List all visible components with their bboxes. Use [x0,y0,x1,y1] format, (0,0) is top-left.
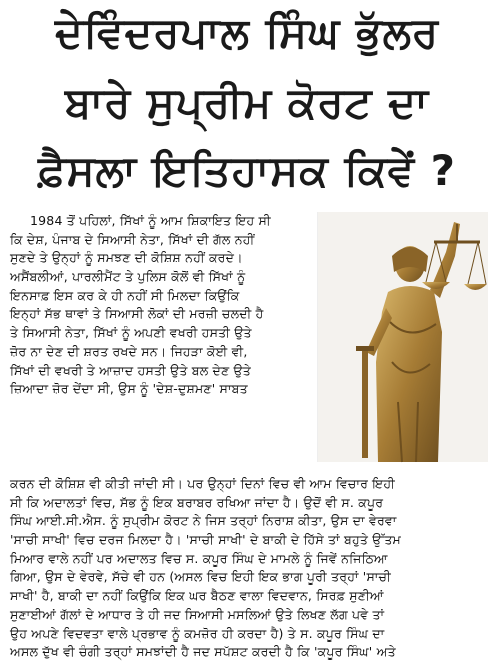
article-body [10,212,488,660]
body-line: ਇਨ੍ਹਾਂ ਸੱਭ ਥਾਵਾਂ ਤੇ ਸਿਆਸੀ ਲੋਕਾਂ ਦੀ ਮਰਜ਼ੀ ਚਲਦੀ ਹੈ [10,306,264,322]
body-line: ਸੀ ਕਿ ਅਦਾਲਤਾਂ ਵਿਚ, ਸੱਭ ਨੂੰ ਇਕ ਬਰਾਬਰ ਰਖਿਆ ਜਾਂਦਾ ਹੈ। ਉਦੋਂ ਵੀ ਸ. ਕਪੂਰ [10,494,384,510]
body-line: 1984 ਤੋਂ ਪਹਿਲਾਂ, ਸਿੱਖਾਂ ਨੂੰ ਆਮ ਸ਼ਿਕਾਇਤ ਇਹ ਸੀ [30,213,271,228]
body-line: ਸਾਖੀ' ਹੈ, ਬਾਕੀ ਦਾ ਨਹੀਂ ਕਿਉਂਕਿ ਇਕ ਘਰ ਬੈਠਣ ਵਾਲਾ ਵਿਦਵਾਨ, ਸਿਰਫ਼ ਸੁਣੀਆਂ [10,588,384,604]
body-line: ਤੇ ਸਿਆਸੀ ਨੇਤਾ, ਸਿੱਖਾਂ ਨੂੰ ਅਪਣੀ ਵਖਰੀ ਹਸਤੀ ਉਤੇ [10,325,252,341]
body-line: ਸਿੱਖਾਂ ਦੀ ਵਖਰੀ ਤੇ ਆਜ਼ਾਦ ਹਸਤੀ ਉਤੇ ਬਲ ਦੇਣ ਉਤੇ [10,362,251,378]
body-line: ਸੁਣਾਈਆਂ ਗੱਲਾਂ ਦੇ ਆਧਾਰ ਤੇ ਹੀ ਜਦ ਸਿਆਸੀ ਮਸਲਿਆਂ ਉਤੇ ਲਿਖਣ ਲੱਗ ਪਵੇ ਤਾਂ [10,606,385,622]
body-line: ਇਨਸਾਫ਼ ਇਸ ਕਰ ਕੇ ਹੀ ਨਹੀਂ ਸੀ ਮਿਲਦਾ ਕਿਉਂਕਿ [10,287,240,303]
body-line: ਸੁਣਦੇ ਤੇ ਉਨ੍ਹਾਂ ਨੂੰ ਸਮਝਣ ਦੀ ਕੋਸ਼ਿਸ਼ ਨਹੀਂ ਕਰਦੇ। [10,250,243,266]
body-line: ਅਸੈਂਬਲੀਆਂ, ਪਾਰਲੀਮੈਂਟ ਤੇ ਪੁਲਿਸ ਕੋਲੋਂ ਵੀ ਸਿੱਖਾਂ ਨੂੰ [10,269,246,285]
body-line: ਸਿੰਘ ਆਈ.ਸੀ.ਐਸ. ਨੂੰ ਸੁਪ੍ਰੀਮ ਕੋਰਟ ਨੇ ਜਿਸ ਤਰ੍ਹਾਂ ਨਿਰਾਸ਼ ਕੀਤਾ, ਉਸ ਦਾ ਵੇਰਵਾ [10,513,397,529]
headline-line-2: ਬਾਰੇ ਸੁਪ੍ਰੀਮ ਕੋਰਟ ਦਾ [65,78,429,127]
body-line: ਗਿਆ, ਉਸ ਦੇ ਵੇਰਵੇ, ਸੱਚੇ ਵੀ ਹਨ (ਅਸਲ ਵਿਚ ਇਹੀ ਇਕ ਭਾਗ ਪੂਰੀ ਤਰ੍ਹਾਂ 'ਸਾਚੀ [10,569,391,585]
body-line: ਉਹ ਅਪਣੇ ਵਿਦਵਤਾ ਵਾਲੇ ਪ੍ਰਭਾਵ ਨੂੰ ਕਮਜ਼ੋਰ ਹੀ ਕਰਦਾ ਹੈ) ਤੇ ਸ. ਕਪੂਰ ਸਿੰਘ ਦਾ [10,625,385,641]
headline-line-3: ਫ਼ੈਸਲਾ ਇਤਿਹਾਸਕ ਕਿਵੇਂ ? [38,146,456,195]
body-line: ਮਿਆਰ ਵਾਲੇ ਨਹੀਂ ਪਰ ਅਦਾਲਤ ਵਿਚ ਸ. ਕਪੂਰ ਸਿੰਘ ਦੇ ਮਾਮਲੇ ਨੂੰ ਜਿਵੇਂ ਨਜਿਠਿਆ [10,550,388,566]
body-line: ਕਿ ਦੇਸ਼, ਪੰਜਾਬ ਦੇ ਸਿਆਸੀ ਨੇਤਾ, ਸਿੱਖਾਂ ਦੀ ਗੱਲ ਨਹੀਂ [10,231,255,247]
lady-justice-image [317,212,488,462]
body-line: ਅਸਲ ਦੁੱਖ ਵੀ ਚੰਗੀ ਤਰ੍ਹਾਂ ਸਮਝਾਂਦੀ ਹੈ ਜਦ ਸਪੱਸ਼ਟ ਕਰਦੀ ਹੈ ਕਿ 'ਕਪੂਰ ਸਿੰਘ' ਅਤੇ [10,644,396,660]
wide-column [10,475,488,662]
headline-line-1: ਦੇਵਿੰਦਰਪਾਲ ਸਿੰਘ ਭੁੱਲਰ [54,8,440,57]
body-line: ਜ਼ੋਰ ਨਾ ਦੇਣ ਦੀ ਸ਼ਰਤ ਰਖਦੇ ਸਨ। ਜਿਹੜਾ ਕੋਈ ਵੀ, [10,343,248,359]
body-line: 'ਸਾਚੀ ਸਾਖੀ' ਵਿਚ ਦਰਜ ਮਿਲਦਾ ਹੈ। 'ਸਾਚੀ ਸਾਖੀ' ਦੇ ਬਾਕੀ ਦੇ ਹਿੱਸੇ ਤਾਂ ਬਹੁਤੇ ਉੱਤਮ [10,532,401,548]
lady-justice-illustration [318,212,488,462]
body-line: ਕਰਨ ਦੀ ਕੋਸ਼ਿਸ਼ ਵੀ ਕੀਤੀ ਜਾਂਦੀ ਸੀ। ਪਰ ਉਨ੍ਹਾਂ ਦਿਨਾਂ ਵਿਚ ਵੀ ਆਮ ਵਿਚਾਰ ਇਹੀ [10,476,395,491]
narrow-column [10,212,310,399]
body-line: ਜ਼ਿਆਦਾ ਜ਼ੋਰ ਦੇਂਦਾ ਸੀ, ਉਸ ਨੂੰ 'ਦੇਸ਼-ਦੁਸ਼ਮਣ' ਸਾਬਤ [10,381,248,397]
